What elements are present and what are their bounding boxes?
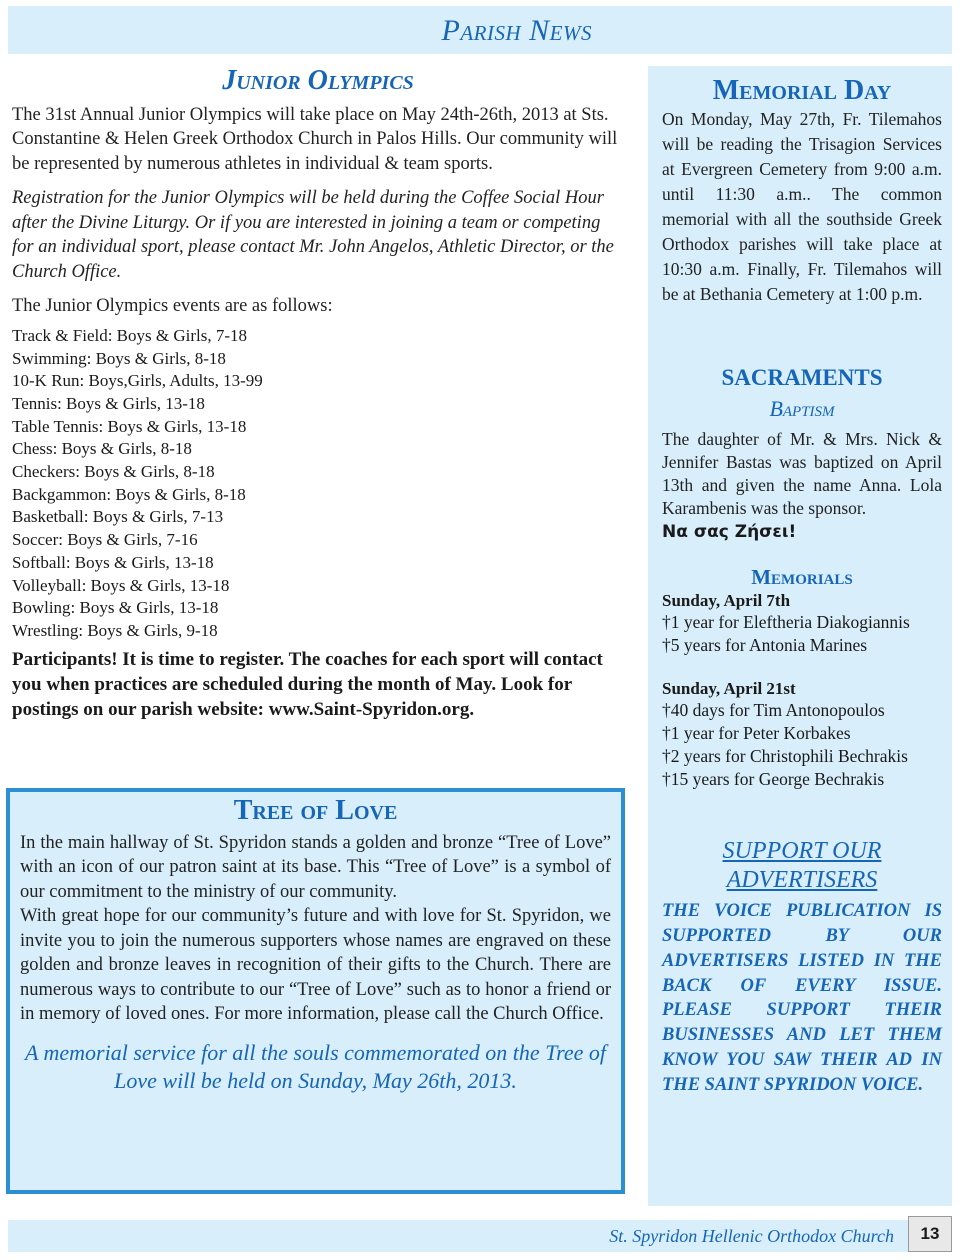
page-number: 13 bbox=[908, 1216, 952, 1252]
junior-olympics-closing: Participants! It is time to register. The coaches for each sport will contact you when practices are scheduled during the month of May. Look for postings on our parish website: www.Saint-Spyridon.org. bbox=[12, 648, 603, 720]
event-item: Softball: Boys & Girls, 13-18 bbox=[12, 552, 214, 572]
memorial-list bbox=[662, 699, 942, 791]
tree-of-love-paragraph: In the main hallway of St. Spyridon stands a golden and bronze “Tree of Love” with an icon of our patron saint at its base. This “Tree of Love” is a symbol of our commitment to the ministry of our community. bbox=[20, 832, 611, 902]
baptism-subtitle: Baptism bbox=[769, 396, 835, 422]
event-item: Soccer: Boys & Girls, 7-16 bbox=[12, 530, 198, 550]
footer bbox=[8, 1220, 908, 1252]
memorial-item: †5 years for Antonia Marines bbox=[662, 635, 868, 656]
event-item: Volleyball: Boys & Girls, 13-18 bbox=[12, 575, 230, 595]
right-column bbox=[648, 66, 952, 1206]
left-column bbox=[12, 66, 624, 722]
event-item: Chess: Boys & Girls, 8-18 bbox=[12, 439, 192, 459]
memorials-title: Memorials bbox=[751, 565, 853, 590]
event-item: Track & Field: Boys & Girls, 7-18 bbox=[12, 325, 248, 345]
greek-blessing: Να σας Ζήσει! bbox=[662, 522, 797, 543]
sacraments-title: SACRAMENTS bbox=[721, 364, 883, 390]
junior-olympics-title: Junior Olympics bbox=[222, 65, 414, 96]
event-item: Swimming: Boys & Girls, 8-18 bbox=[12, 348, 226, 368]
memorial-day-title: Memorial Day bbox=[712, 75, 892, 106]
memorial-item: †40 days for Tim Antonopoulos bbox=[662, 700, 885, 721]
memorial-service-note: A memorial service for all the souls commemorated on the Tree of Love will be held on Sunday, May 26th, 2013. bbox=[24, 1039, 607, 1093]
memorial-date: Sunday, April 21st bbox=[662, 679, 796, 699]
events-list bbox=[12, 325, 624, 643]
event-item: Tennis: Boys & Girls, 13-18 bbox=[12, 393, 205, 413]
event-item: Checkers: Boys & Girls, 8-18 bbox=[12, 462, 215, 482]
event-item: Wrestling: Boys & Girls, 9-18 bbox=[12, 620, 218, 640]
event-item: Backgammon: Boys & Girls, 8-18 bbox=[12, 484, 246, 504]
support-advertisers-text: THE VOICE PUBLICATION IS SUPPORTED BY OUR ADVERTISERS LISTED IN THE BACK OF EVERY ISSUE. PLEASE SUPPORT THEIR BUSINESSES AND LET THEM KNOW YOU SAW THEIR AD IN THE SAINT SPYRIDON VOICE. bbox=[662, 901, 942, 1095]
tree-of-love-box bbox=[6, 788, 625, 1194]
events-intro: The Junior Olympics events are as follows: bbox=[12, 296, 333, 317]
footer-church-name: St. Spyridon Hellenic Orthodox Church bbox=[609, 1226, 894, 1246]
event-item: Bowling: Boys & Girls, 13-18 bbox=[12, 598, 219, 618]
memorial-list bbox=[662, 611, 942, 657]
masthead bbox=[8, 6, 952, 54]
memorial-day-text: On Monday, May 27th, Fr. Tilemahos will be reading the Trisagion Services at Evergreen Cemetery from 9:00 a.m. until 11:30 a.m.. The common memorial with all the southside Greek Orthodox parishes will take place at 10:30 a.m. Finally, Fr. Tilemahos will be at Bethania Cemetery at 1:00 p.m. bbox=[662, 108, 942, 304]
memorial-item: †15 years for George Bechrakis bbox=[662, 769, 885, 790]
tree-of-love-paragraph: With great hope for our community’s future and with love for St. Spyridon, we invite you to join the numerous supporters whose names are engraved on these golden and bronze leaves in recognition of their gifts to the Church. There are numerous ways to contribute to our “Tree of Love” such as to honor a friend or in memory of loved ones. For more information, please call the Church Office. bbox=[20, 906, 611, 1025]
baptism-text: The daughter of Mr. & Mrs. Nick & Jennifer Bastas was baptized on April 13th and given the name Anna. Lola Karambenis was the sponsor. bbox=[662, 429, 942, 519]
support-advertisers-title: SUPPORT OUR ADVERTISERS bbox=[722, 838, 882, 894]
memorial-item: †2 years for Christophili Bechrakis bbox=[662, 746, 908, 767]
junior-olympics-registration: Registration for the Junior Olympics will be held during the Coffee Social Hour after the Divine Liturgy. Or if you are interested in joining a team or competing for an individual sport, please contact Mr. John Angelos, Athletic Director, or the Church Office. bbox=[12, 188, 614, 282]
event-item: Basketball: Boys & Girls, 7-13 bbox=[12, 507, 224, 527]
memorial-item: †1 year for Peter Korbakes bbox=[662, 723, 851, 744]
memorial-date: Sunday, April 7th bbox=[662, 591, 791, 611]
event-item: 10-K Run: Boys,Girls, Adults, 13-99 bbox=[12, 371, 263, 391]
event-item: Table Tennis: Boys & Girls, 13-18 bbox=[12, 416, 247, 436]
tree-of-love-title: Tree of Love bbox=[233, 795, 398, 826]
memorial-item: †1 year for Eleftheria Diakogiannis bbox=[662, 612, 910, 633]
page-title: Parish News bbox=[441, 14, 592, 47]
junior-olympics-intro: The 31st Annual Junior Olympics will take place on May 24th-26th, 2013 at Sts. Constantine & Helen Greek Orthodox Church in Palos Hills. Our community will be represented by numerous athletes in individual & team sports. bbox=[12, 104, 618, 174]
